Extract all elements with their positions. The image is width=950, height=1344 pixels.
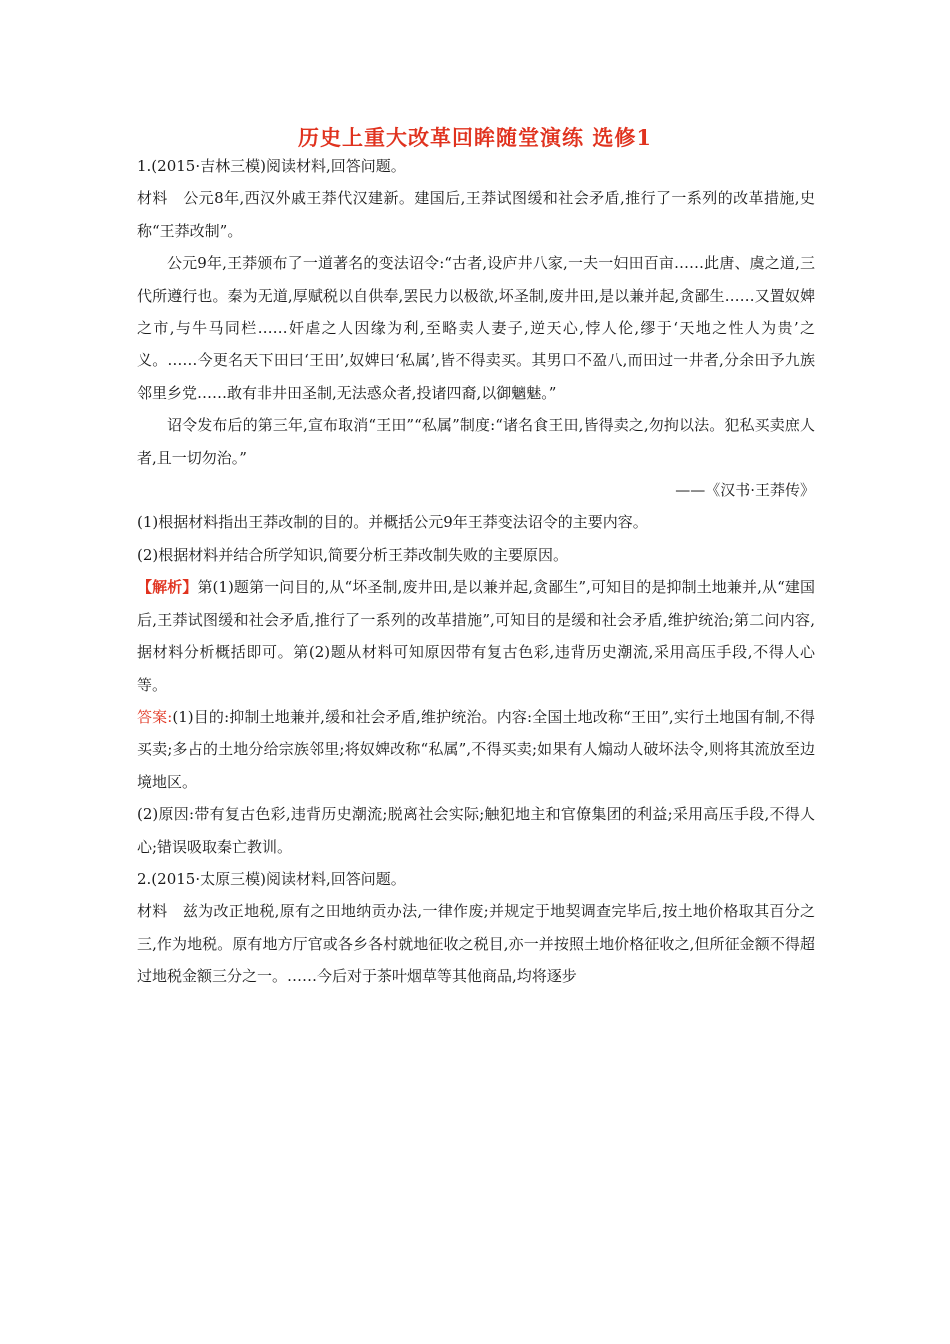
answer-label: 答案: bbox=[137, 707, 173, 726]
q1-answer-2: (2)原因:带有复古色彩,违背历史潮流;脱离社会实际;触犯地主和官僚集团的利益;采用高压手段,不得人心;错误吸取秦亡教训。 bbox=[137, 805, 815, 856]
q2-material-para1: 材料 兹为改正地税,原有之田地纳贡办法,一律作废;并规定于地契调查完毕后,按土地价格取其百分之三,作为地税。原有地方厅官或各乡各村就地征收之税目,亦一并按照土地价格征收之,但所征金额不得超过地税金额三分之一。……今后对于茶叶烟草等其他商品,均将逐步 bbox=[137, 902, 815, 986]
page-title: 历史上重大改革回眸随堂演练 选修1 bbox=[298, 125, 652, 150]
document-body bbox=[137, 150, 815, 993]
q1-material-para1: 材料 公元8年,西汉外戚王莽代汉建新。建国后,王莽试图缓和社会矛盾,推行了一系列的改革措施,史称“王莽改制”。 bbox=[137, 189, 815, 240]
analysis-text: 第(1)题第一问目的,从“坏圣制,废井田,是以兼并起,贪鄙生”,可知目的是抑制土地兼并,从“建国后,王莽试图缓和社会矛盾,推行了一系列的改革措施”,可知目的是缓和社会矛盾,维护统治;第二问内容,据材料分析概括即可。第(2)题从材料可知原因带有复古色彩,违背历史潮流,采用高压手段,不得人心等。 bbox=[137, 578, 815, 694]
q1-answer-1 bbox=[137, 701, 815, 798]
answer-1-text: (1)目的:抑制土地兼并,缓和社会矛盾,维护统治。内容:全国土地改称“王田”,实行土地国有制,不得买卖;多占的土地分给宗族邻里;将奴婢改称“私属”,不得买卖;如果有人煽动人破坏法令,则将其流放至边境地区。 bbox=[137, 707, 815, 791]
q1-material-para3: 诏令发布后的第三年,宣布取消“王田”“私属”制度:“诸名食王田,皆得卖之,勿拘以法。犯私买卖庶人者,且一切勿治。” bbox=[137, 416, 815, 467]
q2-header: 2.(2015·太原三模)阅读材料,回答问题。 bbox=[137, 869, 406, 888]
q1-header: 1.(2015·吉林三模)阅读材料,回答问题。 bbox=[137, 157, 406, 175]
analysis-label: 【解析】 bbox=[137, 578, 198, 597]
q1-sub-question-1: (1)根据材料指出王莽改制的目的。并概括公元9年王莽变法诏令的主要内容。 bbox=[137, 513, 648, 532]
q1-analysis bbox=[137, 571, 815, 701]
q1-material-para2: 公元9年,王莽颁布了一道著名的变法诏令:“古者,设庐井八家,一夫一妇田百亩……此唐、虞之道,三代所遵行也。秦为无道,厚赋税以自供奉,罢民力以极欲,坏圣制,废井田,是以兼并起,贪鄙生……又置奴婢之市,与牛马同栏……奸虐之人因缘为利,至略卖人妻子,逆天心,悖人伦,缪于‘天地之性人为贵’之义。……今更名天下田曰‘王田’,奴婢曰‘私属’,皆不得卖买。其男口不盈八,而田过一井者,分余田予九族邻里乡党……敢有非井田圣制,无法惑众者,投诸四裔,以御魑魅。” bbox=[137, 254, 815, 402]
q1-sub-question-2: (2)根据材料并结合所学知识,简要分析王莽改制失败的主要原因。 bbox=[137, 545, 569, 564]
q1-source: ——《汉书·王莽传》 bbox=[675, 481, 815, 500]
